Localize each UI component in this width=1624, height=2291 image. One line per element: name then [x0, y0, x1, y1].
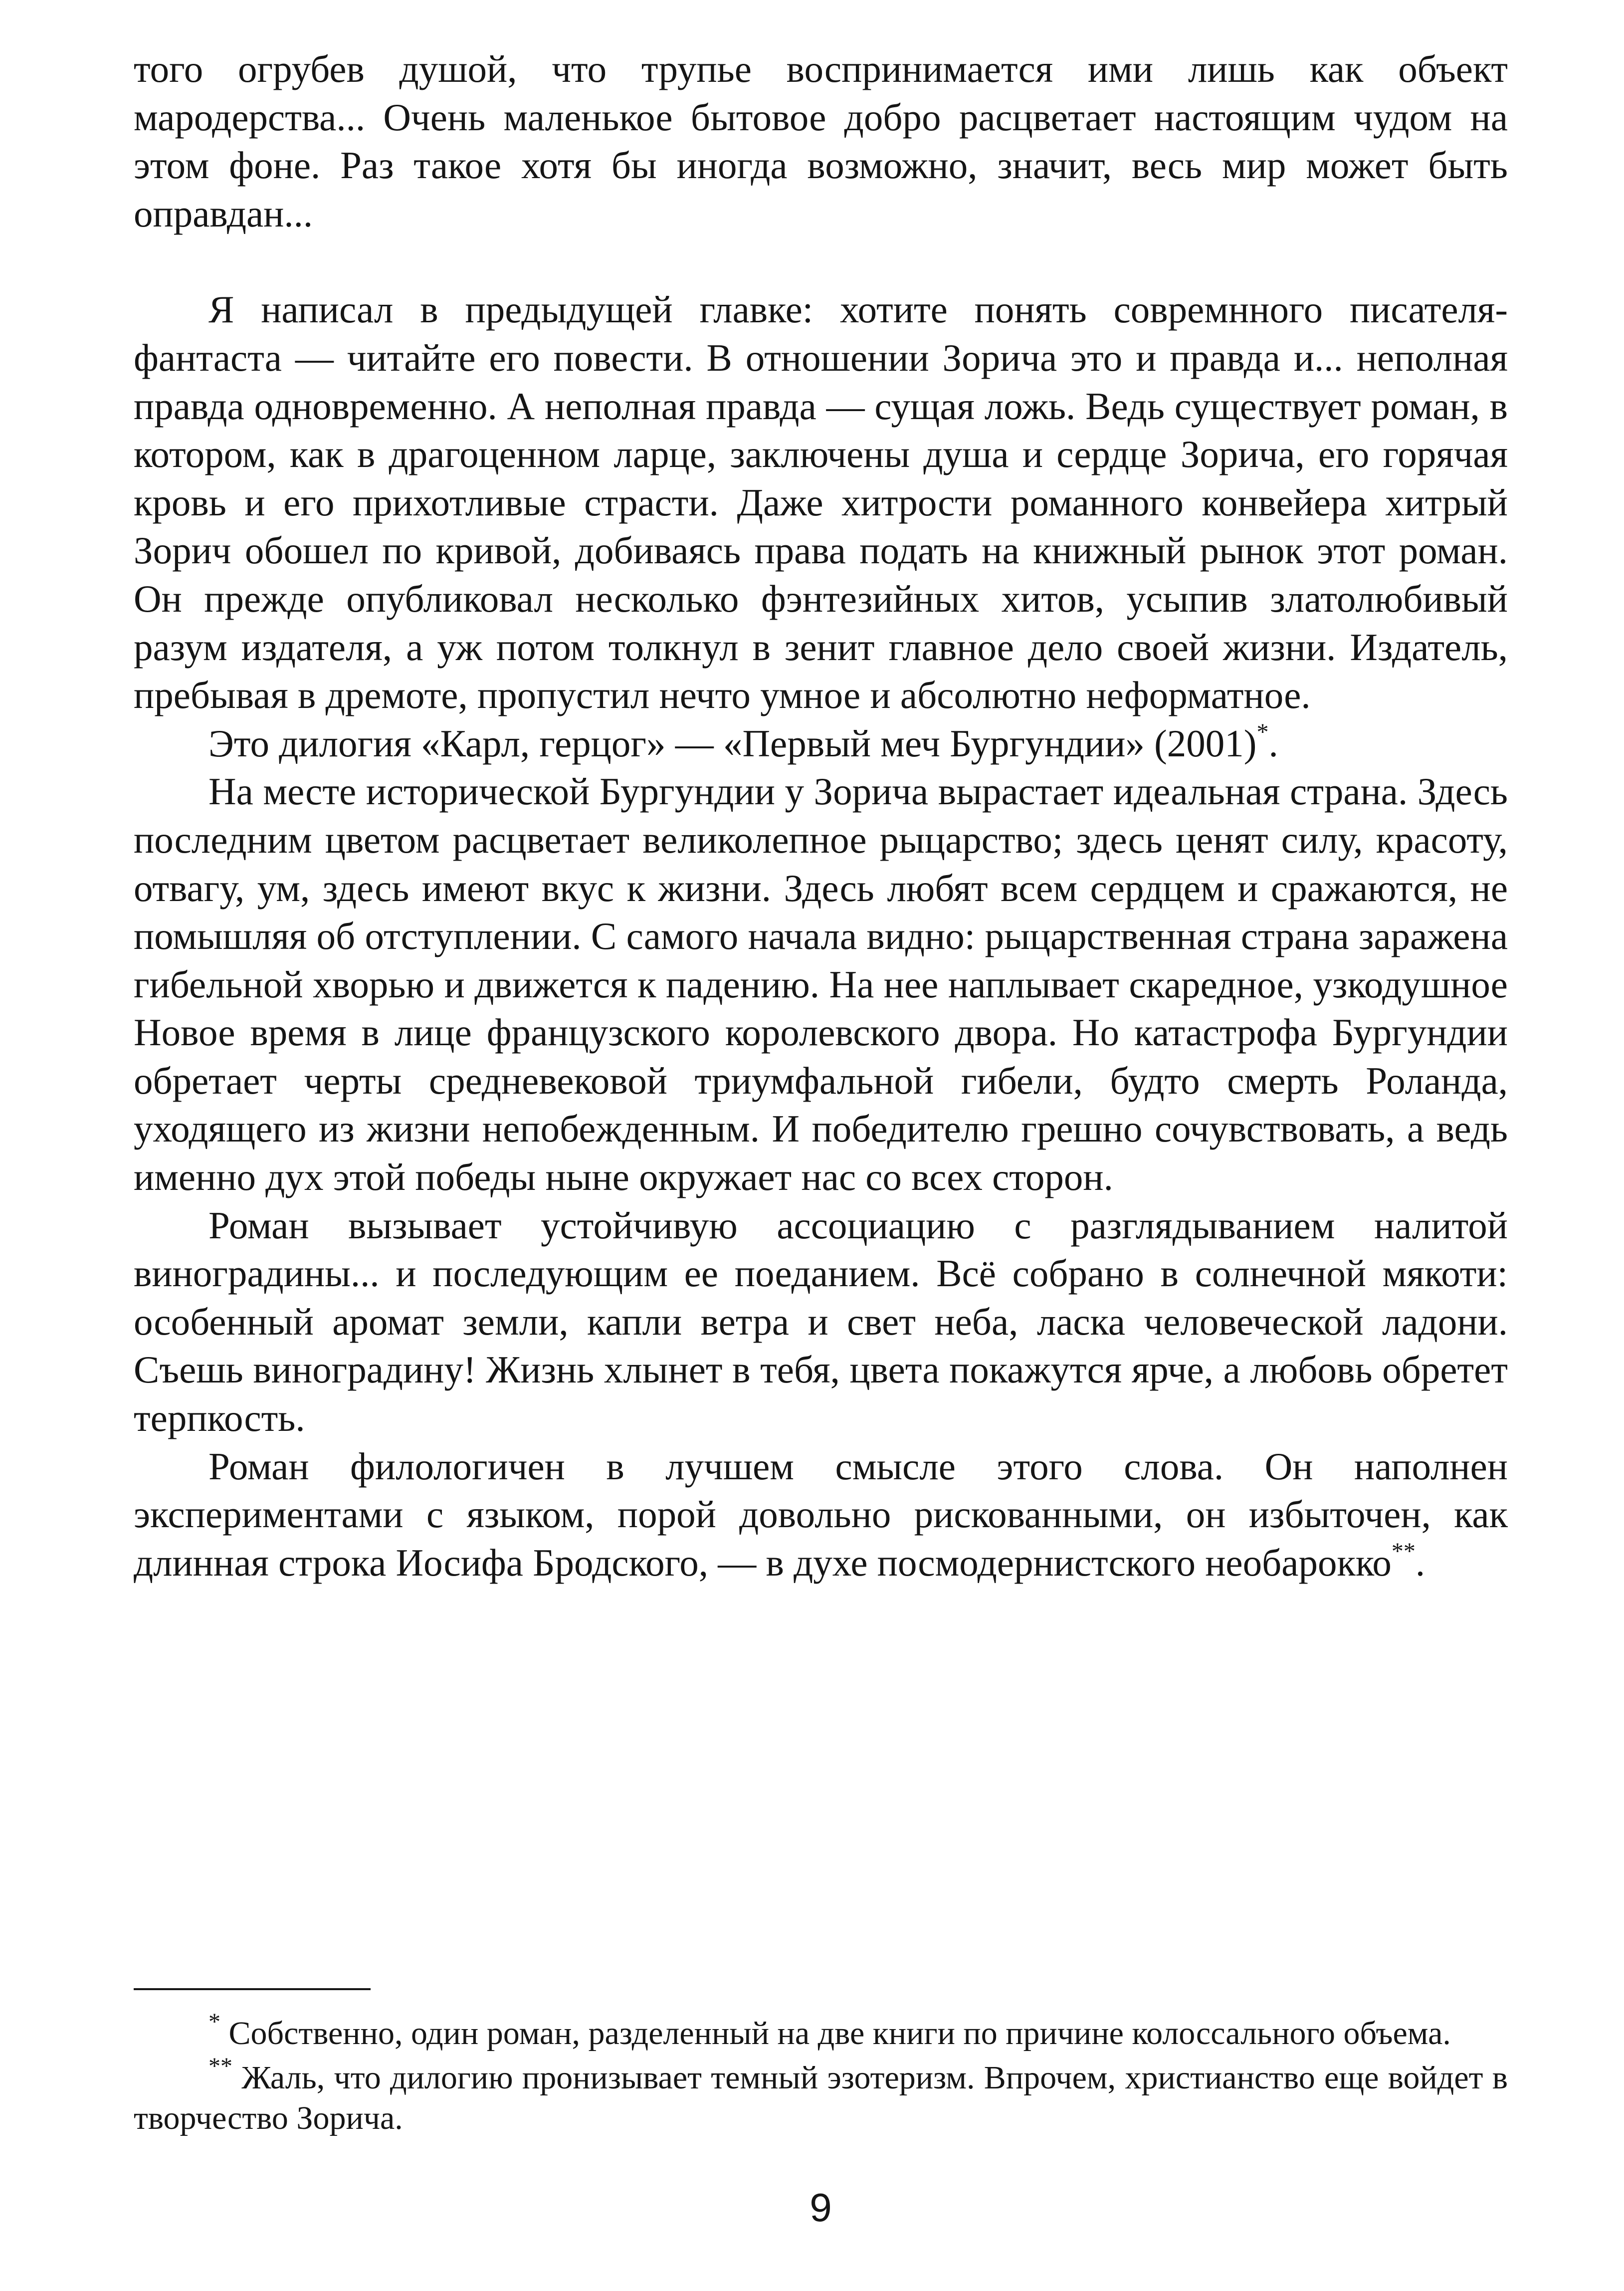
footnote-text: Собственно, один роман, разделенный на две книги по причине колоссального объема. — [228, 2015, 1451, 2052]
paragraph-continued: того огрубев душой, что трупье воспринимается ими лишь как объект мародерства... Очень маленькое бытовое добро расцветает настоящим чудом на этом фоне. Раз такое хотя бы иногда возможно, значит, весь мир может быть оправдан... — [134, 47, 1508, 235]
paragraph: На месте исторической Бургундии у Зорича вырастает идеальная страна. Здесь последним цветом расцветает великолепное рыцарство; здесь ценят силу, красоту, отвагу, ум, здесь имеют вкус к жизни. Здесь любят всем сердцем и сражаются, не помышляя об отступлении. С самого начала видно: рыцарственная страна заражена гибельной хворью и движется к падению. На нее наплывает скаредное, узкодушное Новое время в лице французского королевского двора. Но катастрофа Бургундии обретает черты средневековой триумфальной гибели, будто смерть Роланда, уходящего из жизни непобежденным. И победителю грешно сочувствовать, а ведь именно дух этой победы ныне окружает нас со всех сторон. — [134, 770, 1508, 1199]
footnote-reference-2[interactable]: ** — [1391, 1538, 1416, 1565]
footnote-reference-1[interactable]: * — [1256, 719, 1269, 746]
page-number: 9 — [810, 2185, 832, 2230]
sentence-end: . — [1415, 1541, 1425, 1584]
sentence-end: . — [1268, 721, 1278, 765]
footnote-marker: * — [208, 2009, 220, 2035]
paragraph: Я написал в предыдущей главке: хотите понять совремнного писателя-фантаста — читайте его повести. В отношении Зорича это и правда и... неполная правда одновременно. А неполная правда — сущая ложь. Ведь существует роман, в котором, как в драгоценном ларце, заключены душа и сердце Зорича, его горячая кровь и его прихотливые страсти. Даже хитрости романного конвейера хитрый Зорич обошел по кривой, добиваясь права подать на книжный рынок этот роман. Он прежде опубликовал несколько фэнтезийных хитов, усыпив златолюбивый разум издателя, а уж потом толкнул в зенит главное дело своей жизни. Издатель, пребывая в дремоте, пропустил нечто умное и абсолютно неформатное. — [134, 288, 1508, 717]
footnotes — [134, 2009, 1508, 2142]
footnote-1 — [134, 2009, 1508, 2054]
footnote-marker: ** — [208, 2053, 232, 2079]
footnote-2 — [134, 2053, 1508, 2138]
paragraph-text: Это дилогия «Карл, герцог» — «Первый меч Бургундии» (2001) — [208, 721, 1257, 765]
book-page — [134, 45, 1508, 2270]
paragraph-dilogy — [134, 719, 1508, 768]
paragraph-text: Роман филологичен в лучшем смысле этого слова. Он наполнен экспериментами с языком, порой довольно рискованными, он избыточен, как длинная строка Иосифа Бродского, — в духе посмодернистского необарокко — [134, 1444, 1508, 1584]
main-text — [134, 45, 1508, 1587]
footnote-text: Жаль, что дилогию пронизывает темный эзотеризм. Впрочем, христианство еще войдет в творчество Зорича. — [134, 2060, 1508, 2136]
paragraph: Роман вызывает устойчивую ассоциацию с разглядыванием налитой виноградины... и последующим ее поеданием. Всё собрано в солнечной мякоти: особенный аромат земли, капли ветра и свет неба, ласка человеческой ладони. Съешь виноградину! Жизнь хлынет в тебя, цвета покажутся ярче, а любовь обретет терпкость. — [134, 1203, 1508, 1440]
paragraph-philology — [134, 1442, 1508, 1587]
footnote-divider — [134, 1988, 371, 1990]
